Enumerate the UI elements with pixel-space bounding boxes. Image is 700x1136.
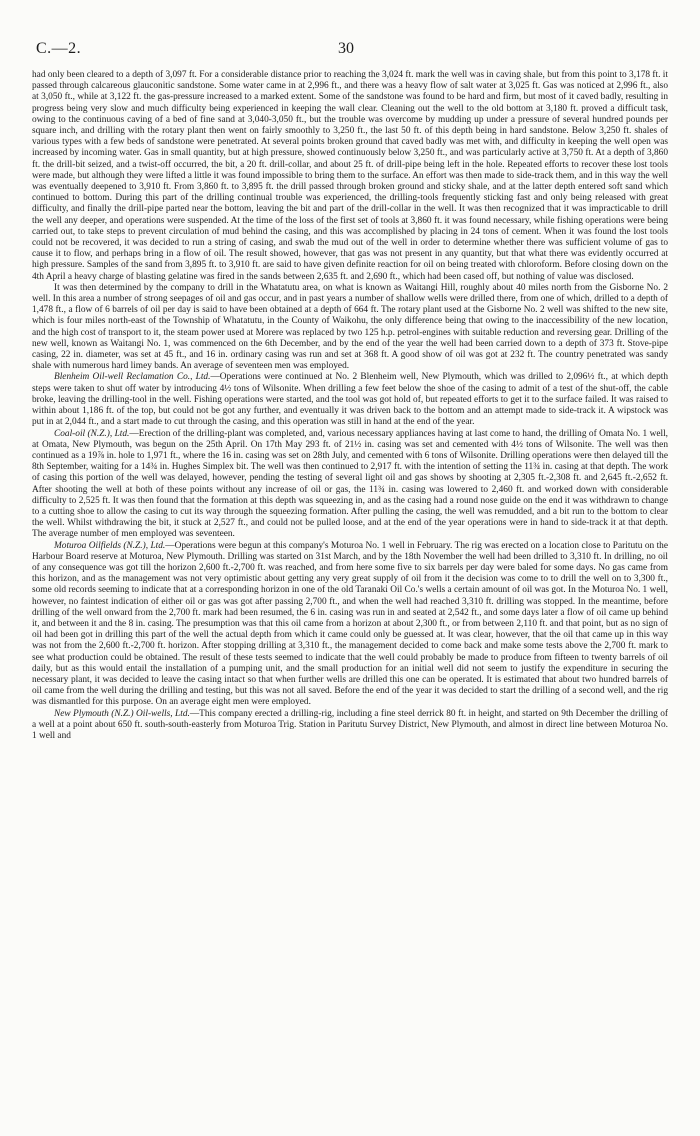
body-text	[32, 70, 668, 742]
page-number: 30	[338, 40, 354, 57]
paragraph-blenheim	[32, 372, 668, 428]
paragraph-text: —Operations were continued at No. 2 Blenheim well, New Plymouth, which was drilled to 2,096½ ft., at which depth steps were taken to shut off water by introducing 4½ tons of Wilsonite. When drilling a few feet below the shoe of the casing to admit of a test of the shut-off, the cable broke, leaving the drilling-tool in the well. Fishing operations were started, and the tool was got hold of, but repeated efforts to get it to the surface failed. It was raised to within about 1,186 ft. of the top, but could not be got any further, and eventually it was driven back to the bottom and an attempt made to side-track it. A wipstock was put in at 2,044 ft., and a start made to cut through the casing, and this operation was still in hand at the end of the year.	[32, 372, 669, 428]
paragraph-waitangi-well	[32, 283, 668, 373]
paragraph-text: It was then determined by the company to drill in the Whatatutu area, on what is known as Waitangi Hill, roughly about 40 miles north from the Gisborne No. 2 well. In this area a number of strong seepages of oil and gas occur, and in past years a number of shallow wells were drilled there, from one of which, drilled to a depth of 1,478 ft., a flow of 6 barrels of oil per day is said to have been obtained at a depth of 664 ft. The rotary plant used at the Gisborne No. 2 well was shifted to the new site, which is four miles north-east of the Township of Whatatutu, in the County of Waikohu, the only difference being that owing to the inaccessibility of the new location, and the high cost of transport to it, the steam power used at Morere was replaced by two 125 h.p. petrol-engines with suitable reduction and reversing gear. Drilling of the new well, known as Waitangi No. 1, was commenced on the 6th December, and by the end of the year the well had been carried down to a depth of 373 ft. Stove-pipe casing, 22 in. diameter, was set at 45 ft., and 16 in. ordinary casing was run and set at 368 ft. A good show of oil was got at 232 ft. The country penetrated was sandy shale with numerous hard limey bands. An average of seventeen men was employed.	[32, 282, 668, 372]
paragraph-gisborne-well	[32, 70, 668, 283]
paragraph-text: had only been cleared to a depth of 3,097 ft. For a considerable distance prior to reaching the 3,024 ft. mark the well was in caving shale, but from this point to 3,178 ft. it passed through calcareous glauconitic sandstone. Some water came in at 2,996 ft., and there was a heavy flow of salt water at 3,025 ft. Gas was noticed at 2,996 ft., also at 3,050 ft., while at 3,122 ft. the gas-pressure increased to a marked extent. Some of the sandstone was found to be hard and firm, but most of it caved badly, resulting in progress being very slow and much difficulty being experienced in keeping the wall clear. Cleaning out the well to the old bottom at 3,180 ft. proved a difficult task, owing to the continuous caving of a bed of fine sand at 3,040-3,050 ft., but the trouble was overcome by mudding up under a pressure of several hundred pounds per square inch, and drilling with the rotary plant then went on fairly smoothly to 3,250 ft., the last 50 ft. of this depth being in hard sandstone. Below 3,250 ft. shales of various types with a few beds of sandstone were penetrated. At several points broken ground that caved badly was met with, and difficulty in keeping the well open was increased by incoming water. Gas in small quantity, but at high pressure, showed continuously below 3,250 ft., and was particularly active at 3,750 ft. At a depth of 3,860 ft. the drill-bit seized, and a twist-off occurred, the bit, a 20 ft. drill-collar, and about 25 ft. of drill-pipe being left in the hole. Repeated efforts to recover these lost tools were made, but although they were lifted a little it was found impossible to bring them to the surface. An effort was then made to side-track them, and in this way the well was eventually deepened to 3,910 ft. From 3,860 ft. to 3,895 ft. the drill passed through broken ground and sticky shale, and at the latter depth entered soft sand which continued to bottom. During this part of the drilling continual trouble was experienced, the drilling-tools frequently sticking fast and only being released with great difficulty, and finally the drill-pipe parted near the bottom, leaving the bit and part of the drill-collar in the well. It was then recognized that it was impracticable to drill the well any deeper, and operations were suspended. At the time of the loss of the first set of tools at 3,860 ft. it was found necessary, while fishing operations were being carried out, to take steps to prevent circulation of mud behind the casing, and this was accomplished by placing in 24 tons of cement. When it was found the lost tools could not be recovered, it was decided to run a string of casing, and swab the mud out of the well in order to determine whether there was sufficient volume of gas to cause it to flow, and perhaps bring in a flow of oil. The result showed, however, that gas was not present in any quantity, but that what there was evidently occurred at high pressure. Samples of the sand from 3,895 ft. to 3,910 ft. are said to have given definite reaction for oil on being treated with chloroform. Before closing down on the 4th April a heavy charge of blasting gelatine was fired in the sands between 2,635 ft. and 2,690 ft., which had been cased off, but nothing of value was disclosed.	[32, 70, 668, 282]
paragraph-text: —Erection of the drilling-plant was completed, and, various necessary appliances having at last come to hand, the drilling of Omata No. 1 well, at Omata, New Plymouth, was begun on the 25th April. On 17th May 293 ft. of 21½ in. casing was set and cemented with 4½ tons of Wilsonite. The well was then continued as a 19⅞ in. hole to 1,971 ft., where the 16 in. casing was set on 28th July, and cemented with 6 tons of Wilsonite. Drilling operations were then delayed till the 8th September, waiting for a 14¾ in. Hughes Simplex bit. The well was then continued to 2,917 ft. with the intention of setting the 11¾ in. casing at that depth. The work of casing this portion of the well was delayed, however, pending the testing of several light oil and gas shows by shooting at 2,305 ft.-2,308 ft. and 2,645 ft.-2,652 ft. After shooting the well at both of these points without any increase of oil or gas, the 11¾ in. casing was lowered to 2,460 ft. and worked down with considerable difficulty to 2,525 ft. It was then found that the formation at this depth was squeezing in, and as the casing had a round nose guide on the end it was withdrawn to change to a cutting shoe to allow the casing to cut its way through the squeezing formation. After pulling the casing, the well was remudded, and a bit run to the bottom to clear the well. Whilst withdrawing the bit, it stuck at 2,527 ft., and could not be pulled loose, and at the end of the year operations were in hand to side-track it at that depth. The average number of men employed was seventeen.	[32, 428, 669, 540]
company-name: New Plymouth (N.Z.) Oil-wells, Ltd.	[54, 708, 190, 719]
paragraph-coal-oil	[32, 429, 668, 541]
company-name: Blenheim Oil-well Reclamation Co., Ltd.	[54, 372, 211, 383]
company-name: Coal-oil (N.Z.), Ltd.	[54, 428, 130, 439]
paragraph-text: —This company erected a drilling-rig, including a fine steel derrick 80 ft. in height, and started on 9th December the drilling of a well at a point about 650 ft. south-south-easterly from Moturoa Trig. Station in Paritutu Survey District, New Plymouth, and almost in direct line between Moturoa No. 1 well and	[32, 708, 668, 741]
paragraph-text: —Operations were begun at this company's Moturoa No. 1 well in February. The rig was erected on a location close to Paritutu on the Harbour Board reserve at Moturoa, New Plymouth. Drilling was started on 31st March, and by the 18th November the well had been drilled to 3,310 ft. In drilling, no oil of any consequence was got till the horizon 2,600 ft.-2,700 ft. was reached, and from here some five to six barrels per day were baled for some days. No gas came from this horizon, and as the management was not very optimistic about getting any very great supply of oil from it the decision was come to to drill the well on to 3,300 ft., some old records seeming to indicate that at a corresponding horizon in one of the old Taranaki Oil Co.'s wells a certain amount of oil was got. In the Moturoa No. 1 well, however, no faintest indication of either oil or gas was got after passing 2,700 ft., and when the well had reached 3,310 ft. drilling was stopped. In the meantime, before drilling of the well onward from the 2,700 ft. mark had been resumed, the 6 in. casing was run in and seated at 2,542 ft., and some days later a flow of oil came up behind it, and between it and the 8 in. casing. The presumption was that this oil came from a horizon at about 2,300 ft., or from between 2,110 ft. and that point, but as no sign of oil had been got in drilling this part of the well the actual depth from which it came could only be guessed at. It was clear, however, that the oil that came up in this way was not from the 2,600 ft.-2,700 ft. horizon. After stopping drilling at 3,310 ft., the management decided to come back and make some tests above the 2,700 ft. mark to see what production could be obtained. The result of these tests seemed to indicate that the well could probably be made to produce from fifteen to twenty barrels of oil daily, but as this would entail the installation of a pumping unit, and the small production for an initial well did not seem to justify the expenditure in securing the necessary plant, it was decided to leave the casing intact so that when further wells are drilled this one can be operated. It is estimated that about two hundred barrels of oil came from the well during the drilling and testing, but this was not all saved. Before the end of the year it was decided to start the drilling of a second well, and the rig was dismantled for this purpose. On an average eight men were employed.	[32, 540, 668, 708]
page-header	[0, 40, 700, 60]
paragraph-moturoa	[32, 541, 668, 709]
company-name: Moturoa Oilfields (N.Z.), Ltd.	[54, 540, 166, 551]
report-reference: C.—2.	[36, 40, 82, 57]
paragraph-new-plymouth-oil-wells	[32, 709, 668, 743]
